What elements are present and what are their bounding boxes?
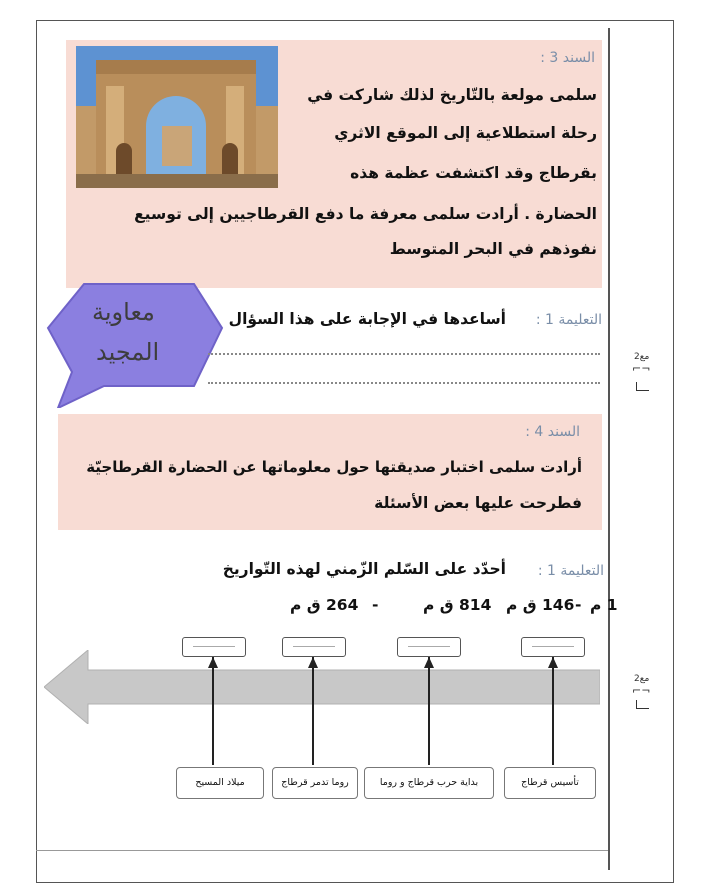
date-2: 146 ق م bbox=[506, 596, 575, 614]
source-3-line-2: رحلة استطلاعية إلى الموقع الاثري bbox=[334, 124, 597, 142]
date-4: 264 ق م bbox=[290, 596, 359, 614]
source-3-line-4: الحضارة . أرادت سلمى معرفة ما دفع القرطاجيين إلى توسيع bbox=[134, 205, 597, 223]
source-4-line-1: أرادت سلمى اختبار صديقتها حول معلوماتها عن الحضارة القرطاجيّة bbox=[86, 458, 582, 476]
event-founding-carthage: تأسيس قرطاج bbox=[504, 767, 596, 799]
source-3-line-3: بقرطاج وقد اكتشفت عظمة هذه bbox=[350, 164, 597, 182]
instruction-2-label: التعليمة 1 : bbox=[537, 563, 604, 579]
source-4-label: السند 4 : bbox=[525, 424, 580, 440]
date-separator-1: - bbox=[575, 596, 582, 614]
date-1: 1 م bbox=[590, 596, 618, 614]
instruction-1-text: أساعدها في الإجابة على هذا السؤال bbox=[228, 310, 506, 328]
mark-2-label: مع2 bbox=[634, 674, 650, 684]
source-3-line-1: سلمى مولعة بالتّاريخ لذلك شاركت في bbox=[307, 86, 597, 104]
event-birth-of-christ: ميلاد المسيح bbox=[176, 767, 264, 799]
instruction-1-label: التعليمة 1 : bbox=[535, 312, 602, 328]
date-3: 814 ق م bbox=[423, 596, 492, 614]
mark-2-box: ⌐¬ bbox=[632, 684, 651, 697]
date-separator-2: - bbox=[372, 596, 379, 614]
event-carthage-rome-war: بداية حرب قرطاج و روما bbox=[364, 767, 494, 799]
source-3-line-5: نفوذهم في البحر المتوسط bbox=[389, 240, 597, 258]
mark-2-field[interactable] bbox=[636, 700, 649, 709]
watermark-text-2: المجيد bbox=[96, 338, 160, 366]
source-4-line-2: فطرحت عليها بعض الأسئلة bbox=[374, 494, 582, 512]
bottom-rule bbox=[36, 850, 608, 851]
source-3-label: السند 3 : bbox=[540, 50, 595, 66]
event-rome-destroys-carthage: روما تدمر قرطاج bbox=[272, 767, 358, 799]
instruction-2-text: أحدّد على السّلم الزّمني لهذه التّواريخ bbox=[222, 560, 506, 578]
mark-1-label: مع2 bbox=[634, 352, 650, 362]
watermark-text-1: معاوية bbox=[92, 298, 155, 326]
mark-1-box: ⌐¬ bbox=[632, 362, 651, 375]
